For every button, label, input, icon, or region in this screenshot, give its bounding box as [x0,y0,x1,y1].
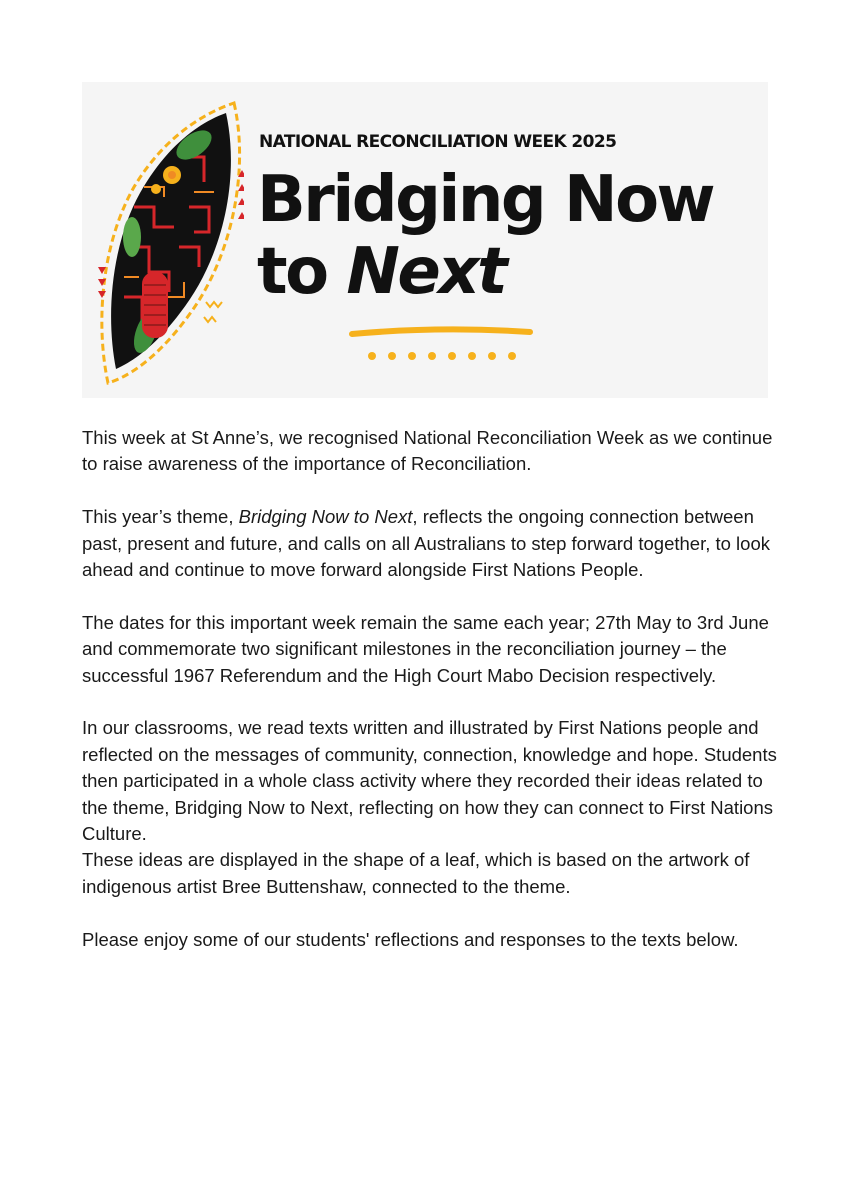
theme-suffix: , reflects the ongoing connection between past, present and future, and calls on all Australians to step forward together, to look ahead and continue to move forward alongside First Nations People. [82,506,770,581]
nrw-banner [82,82,768,398]
paragraph-dates: The dates for this important week remain the same each year; 27th May to 3rd June and commemorate two significant milestones in the reconciliation journey – the successful 1967 Referendum and the High Court Mabo Decision respectively. [82,611,769,686]
leaf-display-text: These ideas are displayed in the shape of a leaf, which is based on the artwork of indigenous artist Bree Buttenshaw, connected to the theme. [82,849,750,897]
theme-title: Bridging Now to Next [238,506,413,528]
classrooms-text: In our classrooms, we read texts written and illustrated by First Nations people and reflected on the messages of community, connection, knowledge and hope. Students then participated in a whole class activity where they recorded their ideas related to the theme, Bridging Now to Next, reflecting on how they can connect to First Nations Culture. [82,717,777,845]
paragraph-closing: Please enjoy some of our students' reflections and responses to the texts below. [82,928,739,950]
banner-kicker: NATIONAL RECONCILIATION WEEK 2025 [259,132,617,152]
theme-prefix: This year’s theme, [82,506,239,528]
paragraph-classrooms [82,715,782,900]
article-body [82,425,782,979]
banner-title-line-2 [257,236,713,308]
banner-title [257,164,713,308]
banner-title-prefix: to [257,235,347,309]
paragraph-theme [82,504,782,583]
dotted-underline-icon [340,322,540,367]
banner-title-line-1: Bridging Now [257,163,714,237]
banner-title-emphasis: Next [346,235,506,309]
paragraph-intro: This week at St Anne’s, we recognised National Reconciliation Week as we continue to raise awareness of the importance of Reconciliation. [82,427,773,475]
leaf-artwork-icon [94,97,244,387]
